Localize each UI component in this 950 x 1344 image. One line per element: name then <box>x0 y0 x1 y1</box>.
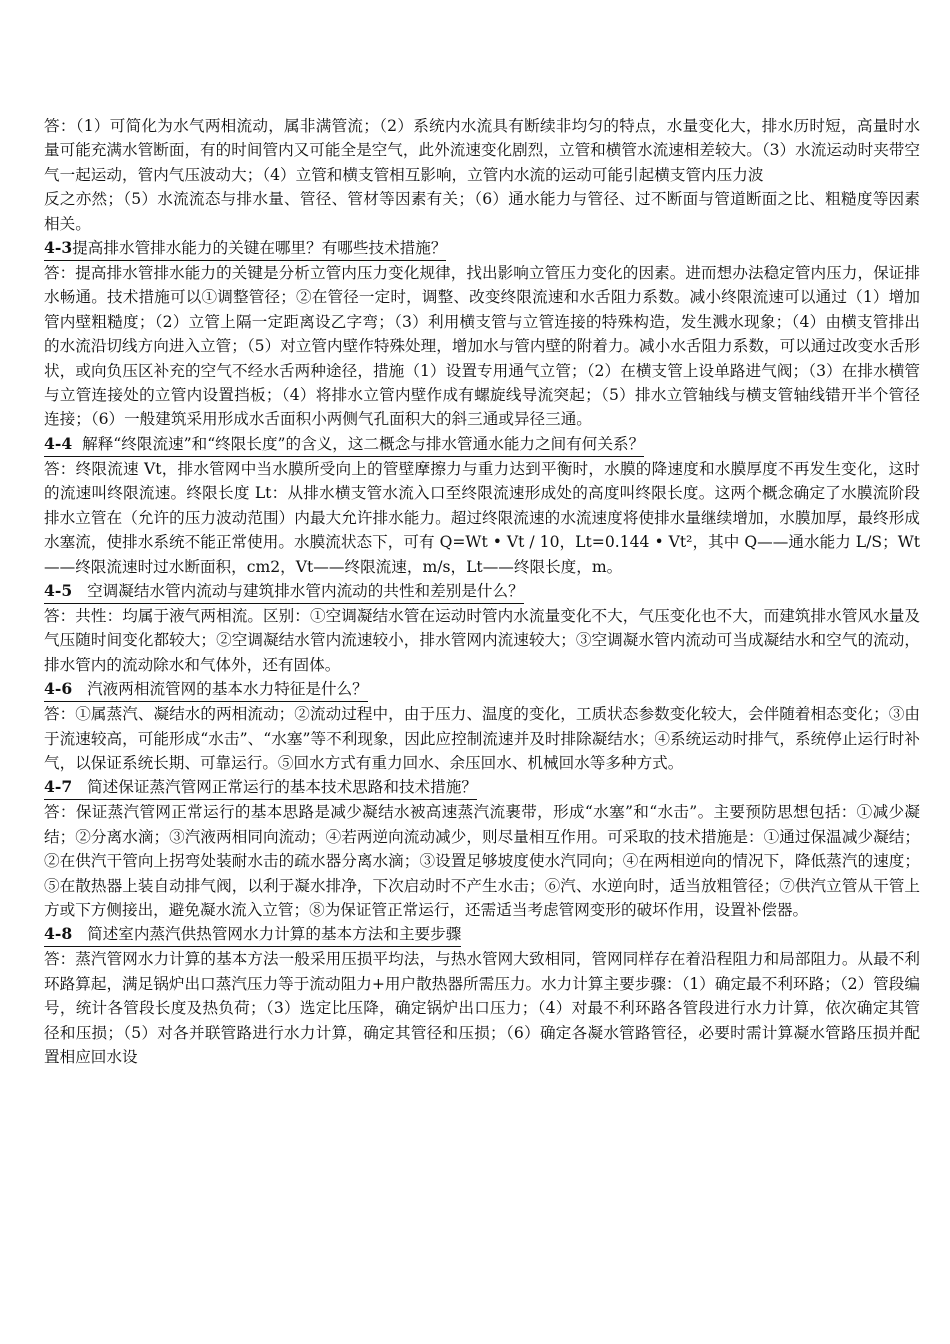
answer-paragraph: 答：共性：均属于液气两相流。区别：①空调凝结水管在运动时管内水流量变化不大，气压变化也不大，而建筑排水管风水量及气压随时间变化都较大；②空调凝结水管内流速较小，排水管网内流速较大；③空调凝水管内流动可当成凝结水和空气的流动，排水管内的流动除水和气体外，还有固体。 <box>44 606 920 674</box>
question-heading <box>44 579 524 604</box>
question-heading <box>44 677 368 702</box>
question-section <box>44 579 920 677</box>
question-number: 4-6 <box>44 679 73 699</box>
question-heading <box>44 432 644 457</box>
document-page <box>44 114 920 1069</box>
question-number: 4-5 <box>44 580 73 600</box>
question-section <box>44 432 920 579</box>
question-title: 解释“终限流速”和“终限长度”的含义，这二概念与排水管通水能力之间有何关系？ <box>82 434 645 453</box>
question-heading <box>44 775 477 800</box>
question-title: 汽液两相流管网的基本水力特征是什么？ <box>87 680 368 699</box>
answer-paragraph: 答：（1）可简化为水气两相流动，属非满管流；（2）系统内水流具有断续非均匀的特点，水量变化大，排水历时短，高量时水量可能充满水管断面，有的时间管内又可能全是空气，此外流速变化剧烈，立管和横管水流速相差较大。（3）水流运动时夹带空气一起运动，管内气压波动大；（4）立管和横支管相互影响，立管内水流的运动可能引起横支管内压力波 <box>44 117 920 184</box>
question-number: 4-4 <box>44 433 73 453</box>
question-title: 提高排水管排水能力的关键在哪里？有哪些技术措施？ <box>72 239 447 258</box>
question-heading <box>44 236 446 261</box>
question-section <box>44 236 920 432</box>
question-title: 空调凝结水管内流动与建筑排水管内流动的共性和差别是什么？ <box>87 581 524 600</box>
question-number: 4-8 <box>44 924 73 944</box>
question-number: 4-3 <box>44 238 73 258</box>
answer-paragraph: 反之亦然；（5）水流流态与排水量、管径、管材等因素有关；（6）通水能力与管径、过不断面与管道断面之比、粗糙度等因素相关。 <box>44 190 920 233</box>
answer-paragraph: 答：①属蒸汽、凝结水的两相流动；②流动过程中，由于压力、温度的变化，工质状态参数变化较大，会伴随着相态变化；③由于流速较高，可能形成“水击”、“水塞”等不利现象，因此应控制流速并及时排除凝结水；④系统运动时排气，系统停止运行时补气，以保证系统长期、可靠运行。⑤回水方式有重力回水、余压回水、机械回水等多种方式。 <box>44 705 920 772</box>
question-heading <box>44 922 461 947</box>
answer-paragraph: 答：蒸汽管网水力计算的基本方法一般采用压损平均法，与热水管网大致相同，管网同样存在着沿程阻力和局部阻力。从最不利环路算起，满足锅炉出口蒸汽压力等于流动阻力+用户散热器所需压力。水力计算主要步骤：（1）确定最不利环路；（2）管段编号，统计各管段长度及热负荷；（3）选定比压降，确定锅炉出口压力；（4）对最不利环路各管段进行水力计算，依次确定其管径和压损；（5）对各并联管路进行水力计算，确定其管径和压损；（6）确定各凝水管路管径，必要时需计算凝水管路压损并配置相应回水设 <box>44 950 920 1066</box>
question-section <box>44 677 920 775</box>
question-number: 4-7 <box>44 777 73 797</box>
question-section <box>44 922 920 1069</box>
question-title: 简述保证蒸汽管网正常运行的基本技术思路和技术措施？ <box>87 778 477 797</box>
answer-paragraph: 答：终限流速 Vt，排水管网中当水膜所受向上的管壁摩擦力与重力达到平衡时，水膜的降速度和水膜厚度不再发生变化，这时的流速叫终限流速。终限长度 Lt：从排水横支管水流入口至终限流速形成处的高度叫终限长度。这两个概念确定了水膜流阶段排水立管在（允许的压力波动范围）内最大允许排水能力。超过终限流速的水流速度将使排水量继续增加，水膜加厚，最终形成水塞流，使排水系统不能正常使用。水膜流状态下，可有 Q=Wt • Vt / 10，Lt=0.144 • Vt²，其中 Q——通水能力 L/S；Wt——终限流速时过水断面积，cm2，Vt——终限流速，m/s，Lt——终限长度，m。 <box>44 459 920 576</box>
question-title: 简述室内蒸汽供热管网水力计算的基本方法和主要步骤 <box>87 925 462 944</box>
answer-paragraph: 答：提高排水管排水能力的关键是分析立管内压力变化规律，找出影响立管压力变化的因素。进而想办法稳定管内压力，保证排水畅通。技术措施可以①调整管径；②在管径一定时，调整、改变终限流速和水舌阻力系数。减小终限流速可以通过（1）增加管内壁粗糙度；（2）立管上隔一定距离设乙字弯；（3）利用横支管与立管连接的特殊构造，发生溅水现象；（4）由横支管排出的水流沿切线方向进入立管；（5）对立管内壁作特殊处理，增加水与管内壁的附着力。减小水舌阻力系数，可以通过改变水舌形状，或向负压区补充的空气不经水舌两种途径，措施（1）设置专用通气立管；（2）在横支管上设单路进气阀；（3）在排水横管与立管连接处的立管内设置挡板；（4）将排水立管内壁作成有螺旋线导流突起；（5）排水立管轴线与横支管轴线错开半个管径连接；（6）一般建筑采用形成水舌面积小两侧气孔面积大的斜三通或异径三通。 <box>44 264 920 429</box>
answer-paragraph: 答：保证蒸汽管网正常运行的基本思路是减少凝结水被高速蒸汽流裹带，形成“水塞”和“水击”。主要预防思想包括：①减少凝结；②分离水滴；③汽液两相同向流动；④若两逆向流动减少，则尽量相互作用。可采取的技术措施是：①通过保温减少凝结；②在供汽干管向上拐弯处装耐水击的疏水器分离水滴；③设置足够坡度使水汽同向；④在两相逆向的情况下，降低蒸汽的速度；⑤在散热器上装自动排气阀，以利于凝水排净，下次启动时不产生水击；⑥汽、水逆向时，适当放粗管径；⑦供汽立管从干管上方或下方侧接出，避免凝水流入立管；⑧为保证管正常运行，还需适当考虑管网变形的破坏作用，设置补偿器。 <box>44 803 920 919</box>
question-section <box>44 775 920 922</box>
